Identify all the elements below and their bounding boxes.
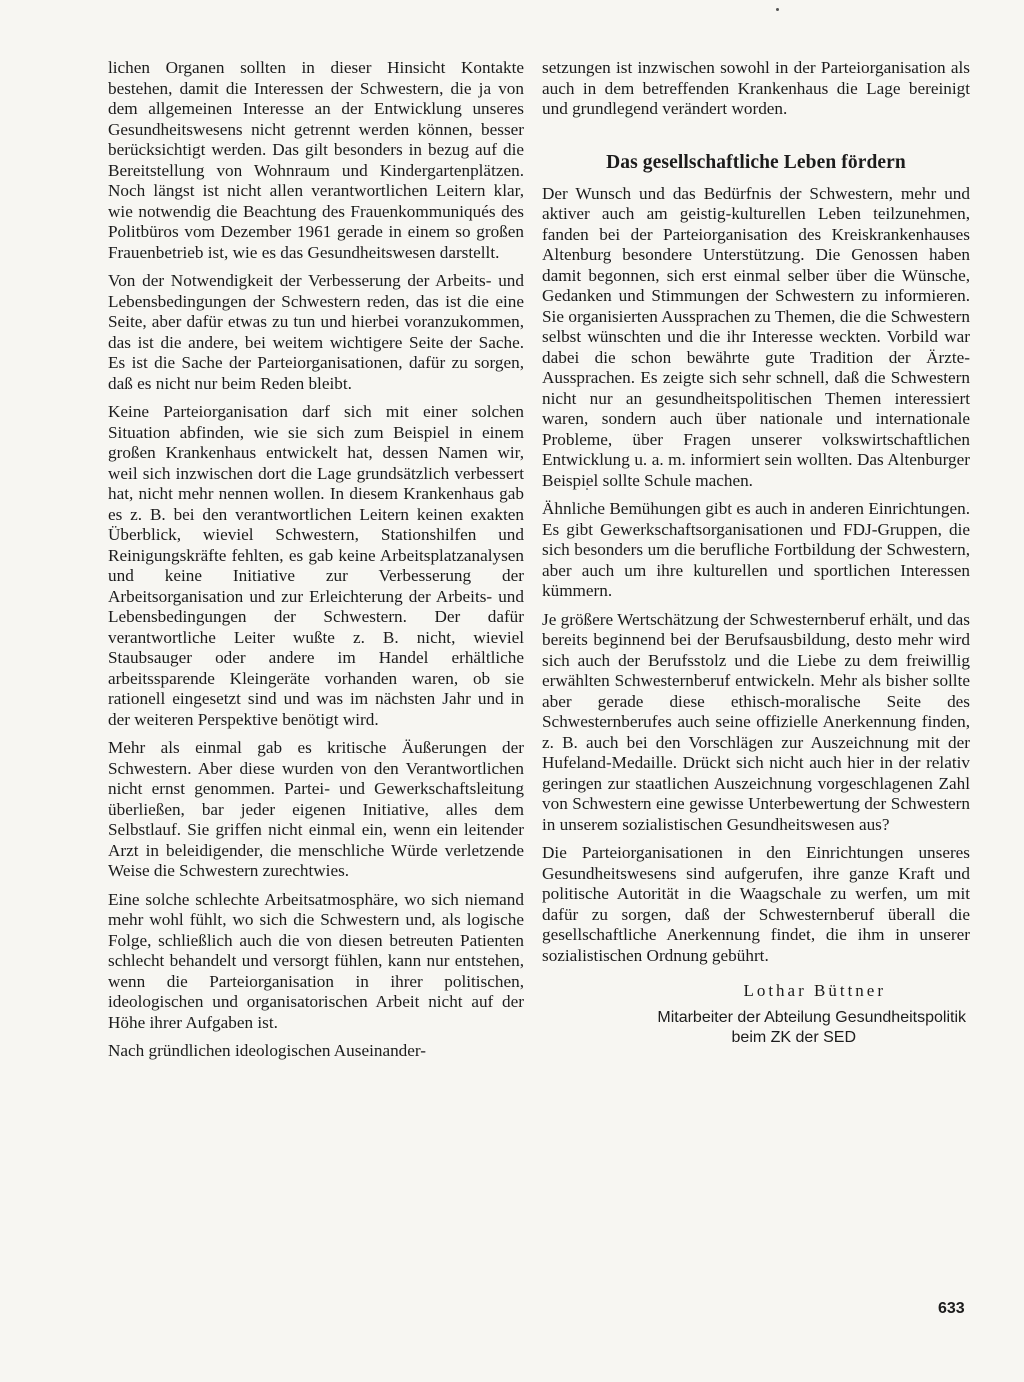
body-paragraph: Je größere Wertschätzung der Schwesternberuf erhält, und das bereits beginnend bei der Berufsausbildung, desto mehr wird sich auch der Berufsstolz und die Liebe zu dem freiwillig erwählten Schwesternberuf entwickeln. Mehr als bisher sollte aber gerade diese ethisch-moralische Seite des Schwesternberufes auch seine offizielle Anerkennung finden, z. B. auch bei den Vorschlägen zur Auszeichnung mit der Hufeland-Medaille. Drückt sich nicht auch hier in der relativ geringen zur staatlichen Auszeichnung vorgeschlagenen Zahl von Schwestern eine gewisse Unterbewertung der Schwestern in unserem sozialistischen Gesundheitswesen aus? <box>542 609 970 834</box>
continued-paragraph: setzungen ist inzwischen sowohl in der Parteiorganisation als auch in dem betreffenden Krankenhaus die Lage bereinigt und grundlegend verändert worden. <box>542 58 970 118</box>
body-paragraph: Eine solche schlechte Arbeitsatmosphäre, wo sich niemand mehr wohl fühlt, wo sich die Schwestern und, als logische Folge, schließlich auch die von diesen betreuten Patienten schlecht behandelt und versorgt fühlen, kann nur entstehen, wenn die Parteiorganisation in ihrer politischen, ideologischen und organisatorischen Arbeit nicht auf der Höhe ihrer Aufgaben ist. <box>108 889 524 1032</box>
body-paragraph: Der Wunsch und das Bedürfnis der Schwestern, mehr und aktiver auch am geistig-kulturellen Leben teilzunehmen, fanden bei der Parteiorganisation des Kreiskrankenhauses Altenburg besondere Unterstützung. Die Genossen haben damit begonnen, sich erst einmal selber über die Wünsche, Gedanken und Stimmungen der Schwestern zu informieren. Sie organisierten Aussprachen zu Themen, die die Schwestern selbst wünschten und die ihr Interesse weckten. Vorbild war dabei die schon bewährte gute Tradition der Ärzte-Aussprachen. Es zeigte sich sehr schnell, daß die Schwestern nicht nur an gesundheitspolitischen Themen interessiert waren, sondern auch über nationale und internationale Probleme, über Fragen unserer volkswirtschaftlichen Entwicklung u. a. m. informiert sein wollten. Das Altenburger Beispiel sollte Schule machen. <box>542 183 970 490</box>
body-paragraph: Nach gründlichen ideologischen Auseinander- <box>108 1041 427 1060</box>
author-role <box>542 1008 970 1048</box>
author-role-line: beim ZK der SED <box>731 1029 856 1046</box>
body-paragraph: Ähnliche Bemühungen gibt es auch in anderen Einrichtungen. Es gibt Gewerkschaftsorganisationen und FDJ-Gruppen, die sich besonders um die berufliche Fortbildung der Schwestern, aber auch um ihre kulturellen und sportlichen Interessen kümmern. <box>542 499 970 600</box>
print-speck <box>776 8 779 11</box>
body-paragraph: Keine Parteiorganisation darf sich mit einer solchen Situation abfinden, wie sie sich zum Beispiel in einem großen Krankenhaus entwickelt hat, dessen Namen wir, weil sich inzwischen dort die Lage grundsätzlich verbessert hat, nicht mehr nennen wollen. In diesem Krankenhaus gab es z. B. bei den verantwortlichen Leitern keinen exakten Überblick, wieviel Schwestern, Stationshilfen und Reinigungskräfte fehlten, es gab keine Arbeitsplatzanalysen und keine Initiative zur Verbesserung der Arbeitsorganisation und zur Erleichterung der Arbeits- und Lebensbedingungen der Schwestern. Der dafür verantwortliche Leiter wußte z. B. nicht, wieviel Staubsauger oder andere im Handel erhältliche arbeitssparende Kleingeräte vorhanden waren, ob sie rationell eingesetzt sind und was im nächsten Jahr und in der weiteren Perspektive benötigt wird. <box>108 402 524 729</box>
section-heading: Das gesellschaftliche Leben fördern <box>606 151 906 173</box>
right-column <box>542 58 970 1048</box>
left-column <box>108 58 524 1070</box>
body-paragraph: Von der Notwendigkeit der Verbesserung der Arbeits- und Lebensbedingungen der Schwestern reden, das ist die eine Seite, aber dafür etwas zu tun und hierbei voranzukommen, das ist die andere, bei weitem wichtigere Seite der Sache. Es ist die Sache der Parteiorganisationen, dafür zu sorgen, daß es nicht nur beim Reden bleibt. <box>108 271 524 393</box>
body-paragraph: Die Parteiorganisationen in den Einrichtungen unseres Gesundheitswesens sind aufgerufen, ihre ganze Kraft und politische Autorität in die Waagschale zu werfen, um mit dafür zu sorgen, daß der Schwesternberuf überall die gesellschaftliche Anerkennung findet, die ihm in unserer sozialistischen Ordnung gebührt. <box>542 843 970 965</box>
author-name: Lothar Büttner <box>743 981 886 1000</box>
body-paragraph: lichen Organen sollten in dieser Hinsicht Kontakte bestehen, damit die Interessen der Schwestern, die ja von dem allgemeinen Interesse an der Entwicklung unseres Gesundheitswesens nicht getrennt werden können, besser berücksichtigt werden. Das gilt besonders in bezug auf die Bereitstellung von Wohnraum und Kindergartenplätzen. Noch längst ist nicht allen verantwortlichen Leitern klar, wie notwendig die Beachtung des Frauenkommuniqués des Politbüros vom Dezember 1961 gerade in einem so großen Frauenbetrieb ist, wie es das Gesundheitswesen darstellt. <box>108 58 524 262</box>
author-role-line: Mitarbeiter der Abteilung Gesundheitspolitik <box>657 1009 966 1026</box>
page-number: 633 <box>938 1300 965 1317</box>
body-paragraph: Mehr als einmal gab es kritische Äußerungen der Schwestern. Aber diese wurden von den Verantwortlichen nicht ernst genommen. Partei- und Gewerkschaftsleitung überließen, bar jeder eigenen Initiative, alles dem Selbstlauf. Sie griffen nicht einmal ein, wenn ein leitender Arzt in beleidigender, die menschliche Würde verletzende Weise die Schwestern zurechtwies. <box>108 738 524 880</box>
